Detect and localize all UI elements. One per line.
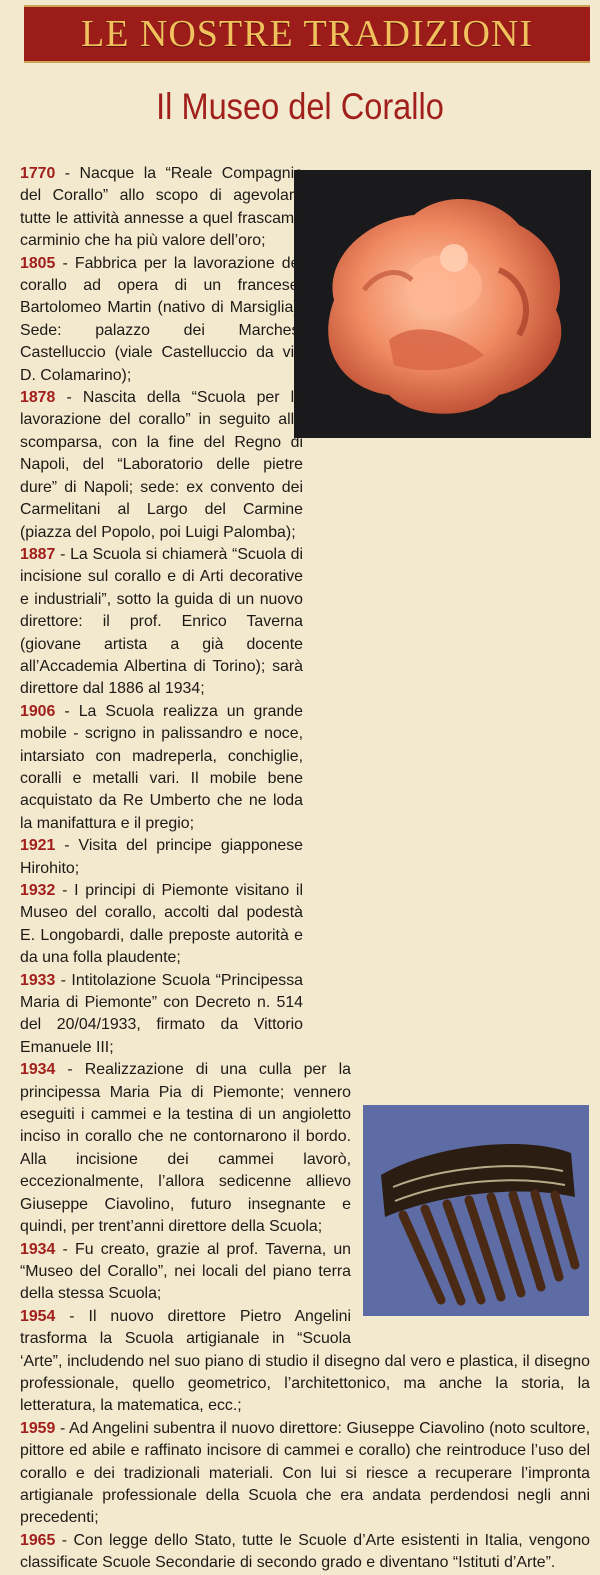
entry-year: 1906 [20, 702, 56, 720]
page-title: Il Museo del Corallo [156, 86, 444, 127]
timeline-entry [20, 1530, 590, 1575]
entry-year: 1959 [20, 1419, 56, 1437]
entry-year: 1932 [20, 882, 56, 899]
entry-text: - Con legge dello Stato, tutte le Scuole d’Arte esistenti in Italia, vengono classificate Scuole Secondarie di secondo grado e diventano “Istituti d’Arte”. [20, 1531, 590, 1572]
entry-year: 1878 [20, 389, 56, 407]
entry-year: 1934 [20, 1240, 56, 1258]
entry-text: - Nascita della “Scuola per la lavorazione del corallo” in seguito alla scomparsa, con la fine del Regno di Napoli, del “Laboratorio delle pietre dure” di Napoli; sede: ex convento dei Carmelitani al Largo del Carmine (piazza del Popolo, poi Luigi Palomba); [20, 389, 303, 541]
timeline-entry [20, 970, 590, 1060]
timeline-entry [20, 835, 590, 880]
timeline-entry [20, 701, 590, 835]
entry-year: 1805 [20, 254, 56, 272]
entry-text: - Nacque la “Reale Compagnia del Corallo” allo scopo di agevolare tutte le attività annesse a quel frascame carminio che ha più valore dell’oro; [20, 165, 303, 250]
timeline-entry [20, 880, 590, 970]
entry-text: - Intitolazione Scuola “Principessa Maria di Piemonte” con Decreto n. 514 del 20/04/1933, firmato da Vittorio Emanuele III; [20, 971, 303, 1056]
entry-text: - I principi di Piemonte visitano il Museo del corallo, accolti dal podestà E. Longobardi, dalle preposte autorità e da una folla plaudente; [20, 882, 303, 967]
timeline-entry [20, 1418, 590, 1530]
entry-text: - La Scuola si chiamerà “Scuola di incisione sul corallo e di Arti decorative e industriali”, sotto la guida di un nuovo direttore: il prof. Enrico Taverna (giovane artista a già docente all’Accademia Albertina di Torino); sarà direttore dal 1886 al 1934; [20, 545, 303, 698]
entry-year: 1933 [20, 971, 56, 989]
entry-text: - Ad Angelini subentra il nuovo direttore: Giuseppe Ciavolino (noto scultore, pittore ed abile e raffinato incisore di cammei e corallo) che reintroduce l’uso del corallo e dei tradizionali materiali. Con lui si riesce a recuperare l’impronta artigianale professionale della Scuola che era andata perdendosi negli anni precedenti; [20, 1419, 590, 1527]
timeline-text [20, 163, 590, 1575]
entry-year: 1954 [20, 1307, 56, 1325]
timeline-entry [20, 544, 590, 701]
entry-text: - Realizzazione di una culla per la principessa Maria Pia di Piemonte; vennero eseguiti i cammei e la testina di un angioletto inciso in corallo che ne contornarono il bordo. Alla incisione dei cammei lavorò, eccezionalmente, l’allora sedicenne allievo Giuseppe Ciavolino, futuro insegnante e quindi, per trent’anni direttore della Scuola; [20, 1061, 351, 1236]
entry-year: 1934 [20, 1061, 56, 1079]
entry-text: - Il nuovo direttore Pietro Angelini trasforma la Scuola artigianale in “Scuola ‘Arte”, includendo nel suo piano di studio il disegno dal vero e plastica, il disegno professionale, quello geometrico, l’architettonico, ma anche la storia, la letteratura, la matematica, ecc.; [20, 1307, 590, 1415]
banner-title: LE NOSTRE TRADIZIONI [80, 13, 534, 55]
section-banner [24, 5, 590, 63]
entry-text: - Fu creato, grazie al prof. Taverna, un “Museo del Corallo”, nei locali del piano terra della stessa Scuola; [20, 1240, 351, 1303]
entry-year: 1770 [20, 165, 56, 182]
entry-year: 1965 [20, 1531, 56, 1549]
entry-year: 1887 [20, 545, 56, 563]
entry-text: - Visita del principe giapponese Hirohito; [20, 837, 303, 877]
entry-text: - Fabbrica per la lavorazione del corallo ad opera di un francese: Bartolomeo Martin (nativo di Marsiglia). Sede: palazzo dei Marchesi Castelluccio (viale Castelluccio da via D. Colamarino); [20, 254, 303, 384]
entry-year: 1921 [20, 837, 56, 855]
entry-text: - La Scuola realizza un grande mobile - scrigno in palissandro e noce, intarsiato con madreperla, conchiglie, coralli e metalli vari. Il mobile bene acquistato da Re Umberto che ne loda la manifattura e il pregio; [20, 702, 303, 832]
